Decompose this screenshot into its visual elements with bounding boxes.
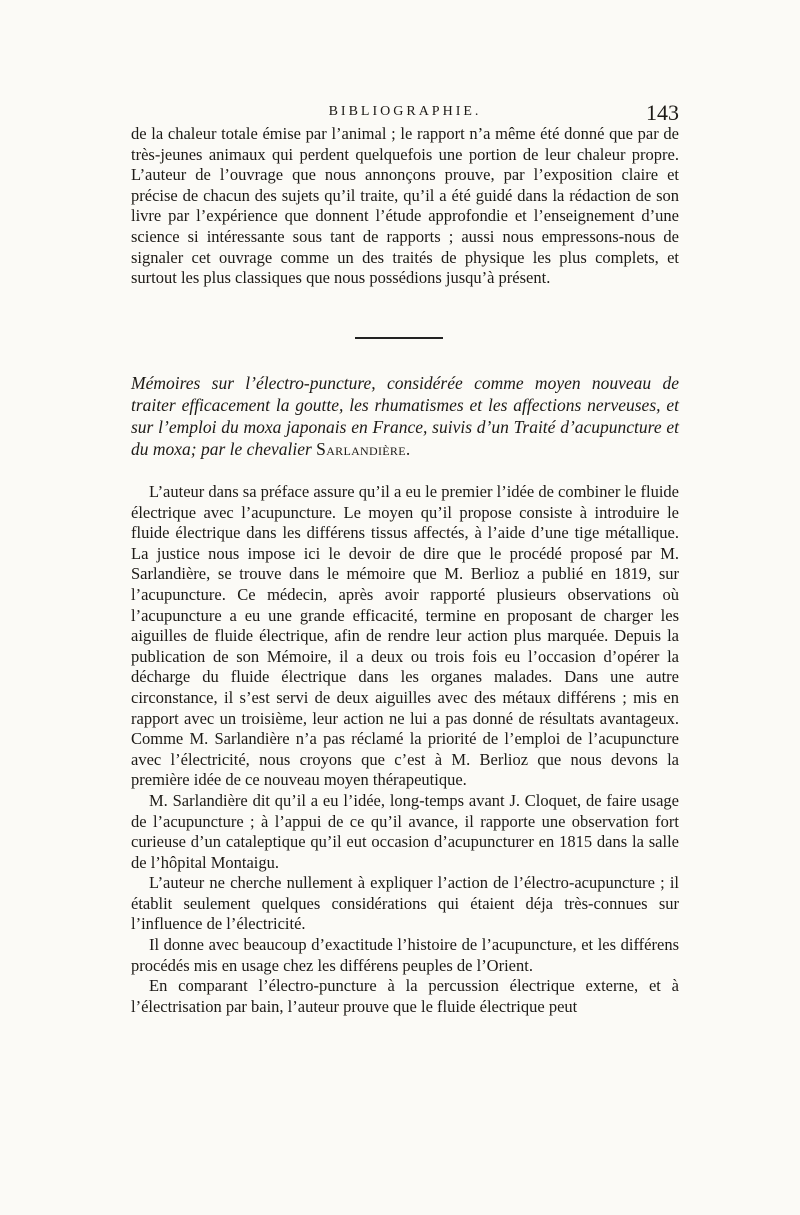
section-divider	[355, 337, 443, 339]
article-title	[131, 372, 679, 460]
running-title: BIBLIOGRAPHIE.	[328, 104, 482, 119]
body-paragraph: M. Sarlandière dit qu’il a eu l’idée, long-temps avant J. Cloquet, de faire usage de l’acupuncture ; à l’appui de ce qu’il avance, il rapporte une observation fort curieuse d’un cataleptique qu’il eut occasion d’acupuncturer en 1815 dans la salle de l’hôpital Montaigu.	[131, 790, 679, 872]
article-author: Sarlandière.	[316, 439, 411, 459]
first-paragraph: de la chaleur totale émise par l’animal ; le rapport n’a même été donné que par de très-jeunes animaux qui perdent quelquefois une portion de leur chaleur propre. L’auteur de l’ouvrage que nous annonçons prouve, par l’exposition claire et précise de chacun des sujets qu’il traite, qu’il a été guidé dans la rédaction de son livre par l’expérience que donnent l’étude approfondie et l’enseignement d’une science si intéressante sous tant de rapports ; aussi nous empressons-nous de signaler cet ouvrage comme un des traités de physique les plus complets, et surtout les plus classiques que nous possédions jusqu’à présent.	[131, 124, 679, 288]
body-paragraph: Il donne avec beaucoup d’exactitude l’histoire de l’acupuncture, et les différens procédés mis en usage chez les différens peuples de l’Orient.	[131, 935, 679, 975]
article-body	[131, 482, 679, 1017]
previous-review-ending	[131, 124, 679, 289]
article-title-text: Mémoires sur l’électro-puncture, considérée comme moyen nouveau de traiter efficacement la goutte, les rhumatismes et les affections nerveuses, et sur l’emploi du moxa japonais en France, suivis d’un Traité d’acupuncture et du moxa; par le chevalier	[131, 373, 679, 459]
body-paragraph: L’auteur dans sa préface assure qu’il a eu le premier l’idée de combiner le fluide électrique avec l’acupuncture. Le moyen qu’il propose consiste à introduire le fluide électrique dans les différens tissus affectés, à l’aide d’une tige métallique. La justice nous impose ici le devoir de dire que le procédé proposé par M. Sarlandière, se trouve dans le mémoire que M. Berlioz a publié en 1819, sur l’acupuncture. Ce médecin, après avoir rapporté plusieurs observations où l’acupuncture a eu une grande efficacité, termine en proposant de charger les aiguilles de fluide électrique, afin de rendre leur action plus marquée. Depuis la publication de son Mémoire, il a deux ou trois fois eu l’occasion d’opérer la décharge du fluide électrique dans les organes malades. Dans une autre circonstance, il s’est servi de deux aiguilles avec des métaux différens ; mis en rapport avec un troisième, leur action ne lui a pas donné de résultats avantageux. Comme M. Sarlandière n’a pas réclamé la priorité de l’emploi de l’acupuncture avec l’électricité, nous croyons que c’est à M. Berlioz que nous devons la première idée de ce nouveau moyen thérapeutique.	[131, 482, 679, 790]
body-paragraph: L’auteur ne cherche nullement à expliquer l’action de l’électro-acupuncture ; il établit seulement quelques considérations qui étaient déja très-connues sur l’influence de l’électricité.	[131, 873, 679, 934]
running-head	[131, 100, 679, 126]
body-paragraph: En comparant l’électro-puncture à la percussion électrique externe, et à l’électrisation par bain, l’auteur prouve que le fluide électrique peut	[131, 976, 679, 1016]
article-heading	[131, 372, 679, 460]
page-number: 143	[646, 100, 679, 125]
